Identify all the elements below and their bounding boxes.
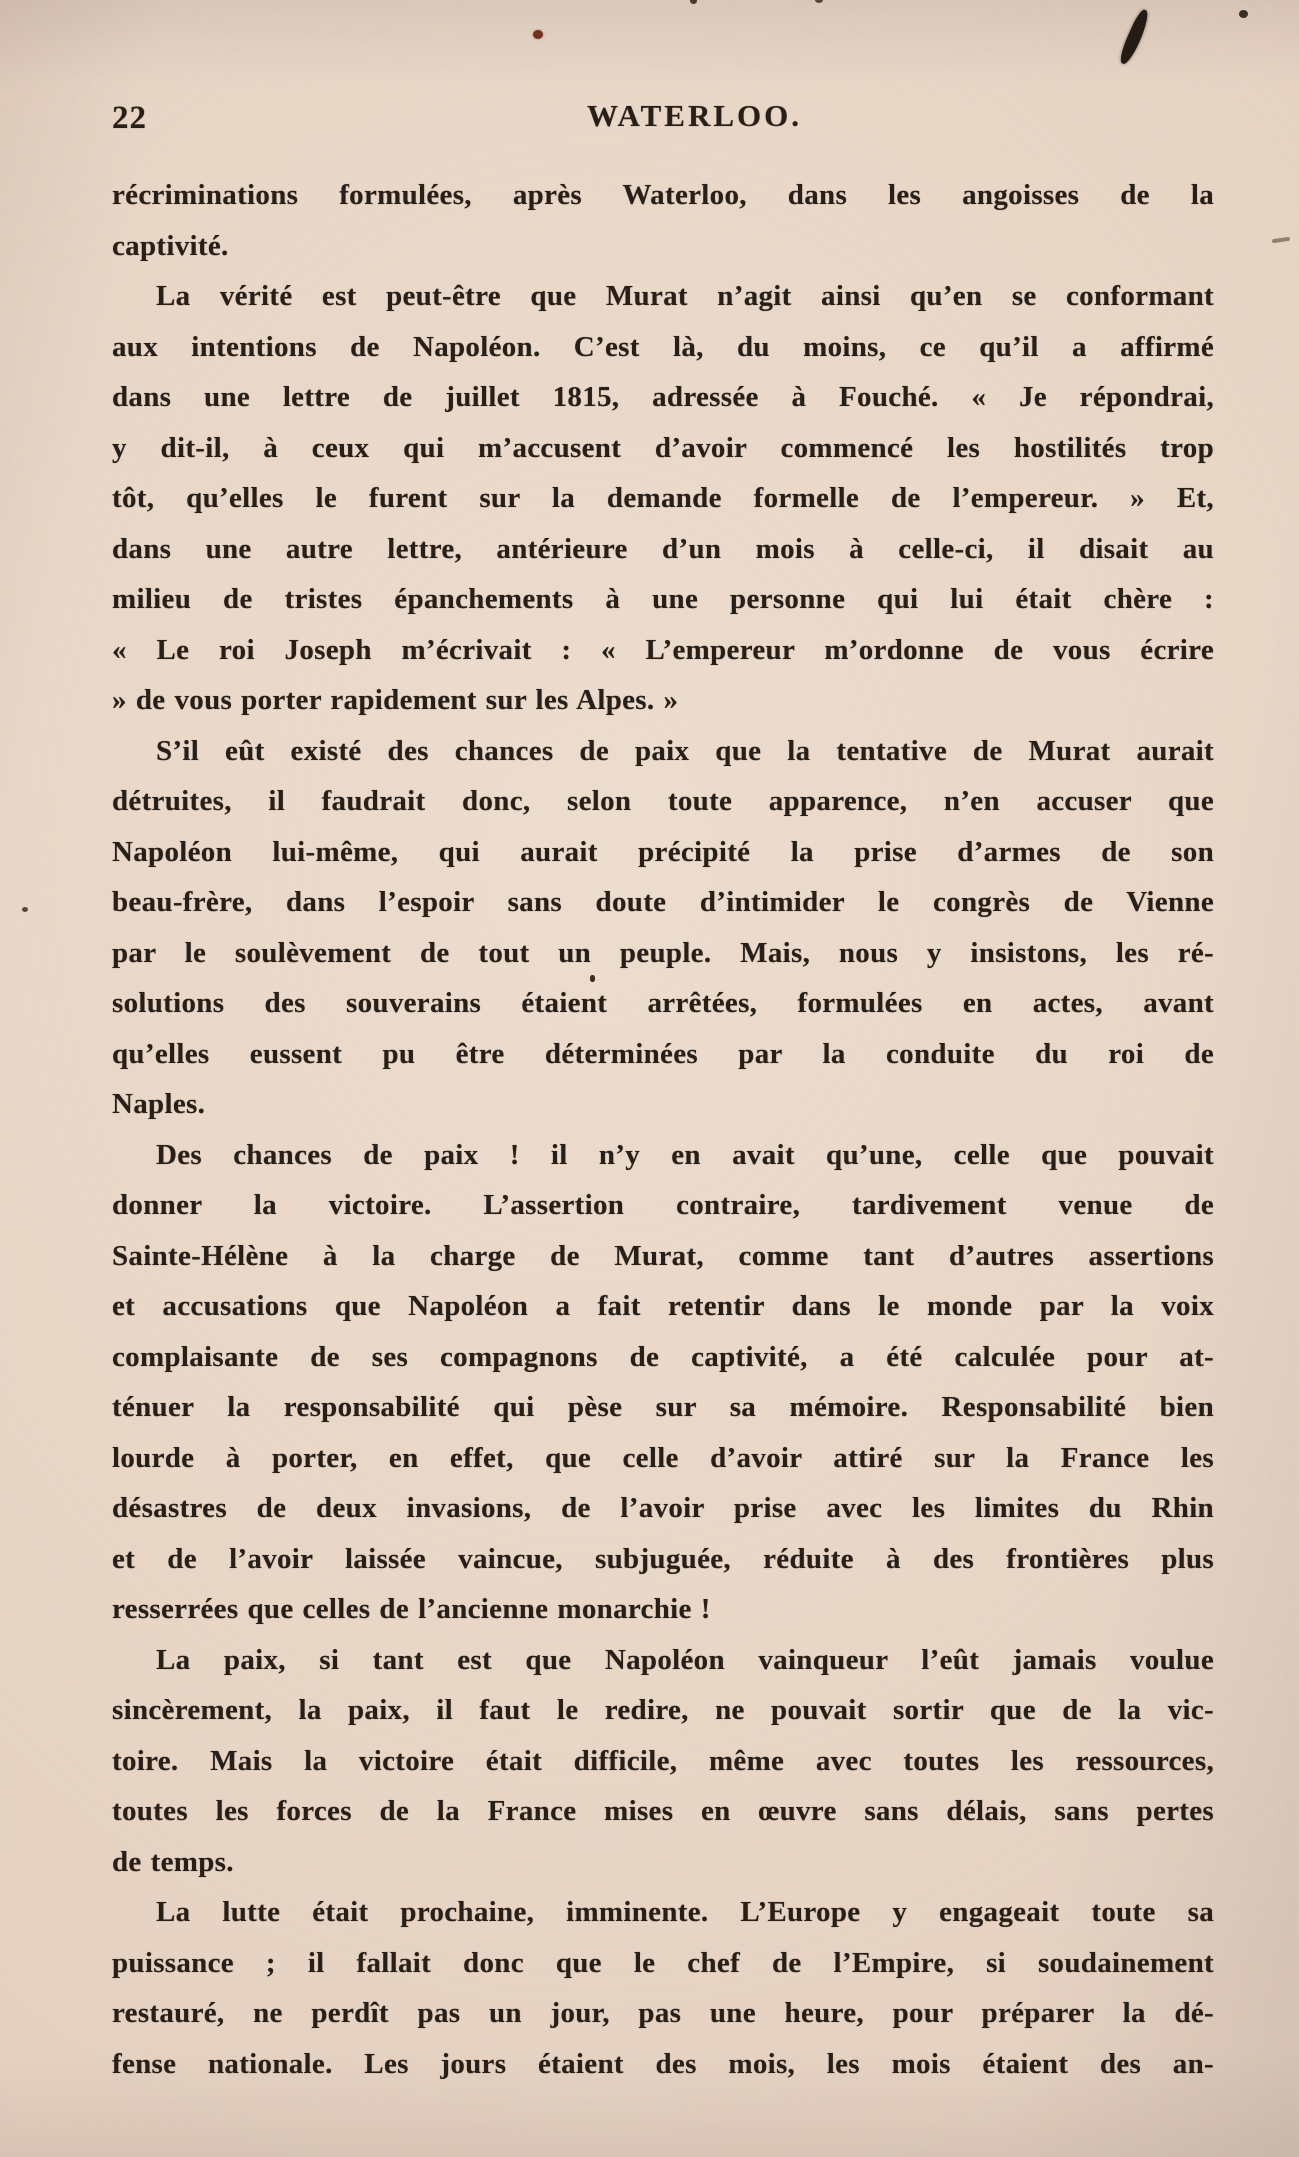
text-line: Napoléon lui-même, qui aurait précipité la prise d’armes de son (112, 835, 1214, 868)
text-line: détruites, il faudrait donc, selon toute apparence, n’en accuser que (112, 785, 1214, 817)
ink-speck (590, 975, 595, 982)
text-line: sincèrement, la paix, il faut le redire, ne pouvait sortir que de la vic- (112, 1694, 1214, 1726)
text-line: Des chances de paix ! il n’y en avait qu’une, celle que pouvait (156, 1138, 1214, 1171)
ink-stroke (1117, 8, 1152, 66)
text-line: Sainte-Hélène à la charge de Murat, comme tant d’autres assertions (112, 1239, 1214, 1272)
text-line: Naples. (112, 1088, 206, 1120)
paragraph (112, 1887, 1214, 2089)
text-line: et de l’avoir laissée vaincue, subjuguée, réduite à des frontières plus (112, 1542, 1214, 1575)
paragraph (112, 271, 1214, 726)
ink-speck (690, 0, 697, 4)
text-line: lourde à porter, en effet, que celle d’avoir attiré sur la France les (112, 1441, 1214, 1474)
text-line: complaisante de ses compagnons de captivité, a été calculée pour at- (112, 1340, 1214, 1373)
text-line: donner la victoire. L’assertion contraire, tardivement venue de (112, 1189, 1214, 1221)
text-line: dans une lettre de juillet 1815, adressée à Fouché. « Je répondrai, (112, 381, 1214, 413)
text-line: puissance ; il fallait donc que le chef de l’Empire, si soudainement (112, 1946, 1214, 1979)
text-line: et accusations que Napoléon a fait retentir dans le monde par la voix (112, 1290, 1214, 1322)
paragraph (112, 726, 1214, 1130)
ink-speck (815, 0, 823, 3)
text-line: captivité. (112, 229, 229, 262)
text-line: La lutte était prochaine, imminente. L’Europe y engageait toute sa (156, 1896, 1214, 1928)
text-line: La vérité est peut-être que Murat n’agit ainsi qu’en se conformant (156, 280, 1214, 312)
paragraph (112, 170, 1214, 271)
text-line: solutions des souverains étaient arrêtées, formulées en actes, avant (112, 987, 1214, 1019)
text-line: toutes les forces de la France mises en œuvre sans délais, sans pertes (112, 1795, 1214, 1827)
text-line: dans une autre lettre, antérieure d’un mois à celle-ci, il disait au (112, 532, 1214, 565)
running-title: WATERLOO. (586, 98, 803, 133)
text-line: par le soulèvement de tout un peuple. Mais, nous y insistons, les ré- (112, 936, 1214, 969)
text-line: S’il eût existé des chances de paix que la tentative de Murat aurait (156, 734, 1214, 767)
ink-speck (1272, 237, 1290, 243)
text-line: désastres de deux invasions, de l’avoir prise avec les limites du Rhin (112, 1492, 1214, 1524)
text-line: tôt, qu’elles le furent sur la demande formelle de l’empereur. » Et, (112, 482, 1214, 514)
text-line: « Le roi Joseph m’écrivait : « L’empereur m’ordonne de vous écrire (112, 633, 1214, 666)
text-line: toire. Mais la victoire était difficile, même avec toutes les ressources, (112, 1744, 1214, 1777)
ink-speck (533, 30, 543, 39)
text-line: » de vous porter rapidement sur les Alpes. » (112, 684, 679, 716)
text-line: ténuer la responsabilité qui pèse sur sa mémoire. Responsabilité bien (112, 1391, 1214, 1423)
text-line: y dit-il, à ceux qui m’accusent d’avoir commencé les hostilités trop (112, 431, 1214, 464)
ink-speck (1239, 10, 1248, 18)
text-line: beau-frère, dans l’espoir sans doute d’intimider le congrès de Vienne (112, 886, 1214, 918)
text-line: restauré, ne perdît pas un jour, pas une heure, pour préparer la dé- (112, 1997, 1214, 2029)
paragraph (112, 1635, 1214, 1888)
text-block (112, 170, 1214, 2089)
text-line: La paix, si tant est que Napoléon vainqueur l’eût jamais voulue (156, 1643, 1214, 1676)
text-line: resserrées que celles de l’ancienne monarchie ! (112, 1593, 711, 1625)
text-line: milieu de tristes épanchements à une personne qui lui était chère : (112, 583, 1214, 615)
page-number: 22 (112, 100, 147, 136)
paragraph (112, 1130, 1214, 1635)
ink-speck (22, 907, 28, 912)
text-line: aux intentions de Napoléon. C’est là, du moins, ce qu’il a affirmé (112, 330, 1214, 363)
text-line: qu’elles eussent pu être déterminées par la conduite du roi de (112, 1037, 1214, 1070)
page-header (0, 98, 1299, 148)
text-line: récriminations formulées, après Waterloo, dans les angoisses de la (112, 179, 1214, 211)
text-line: fense nationale. Les jours étaient des mois, les mois étaient des an- (112, 2047, 1214, 2080)
text-line: de temps. (112, 1845, 234, 1878)
